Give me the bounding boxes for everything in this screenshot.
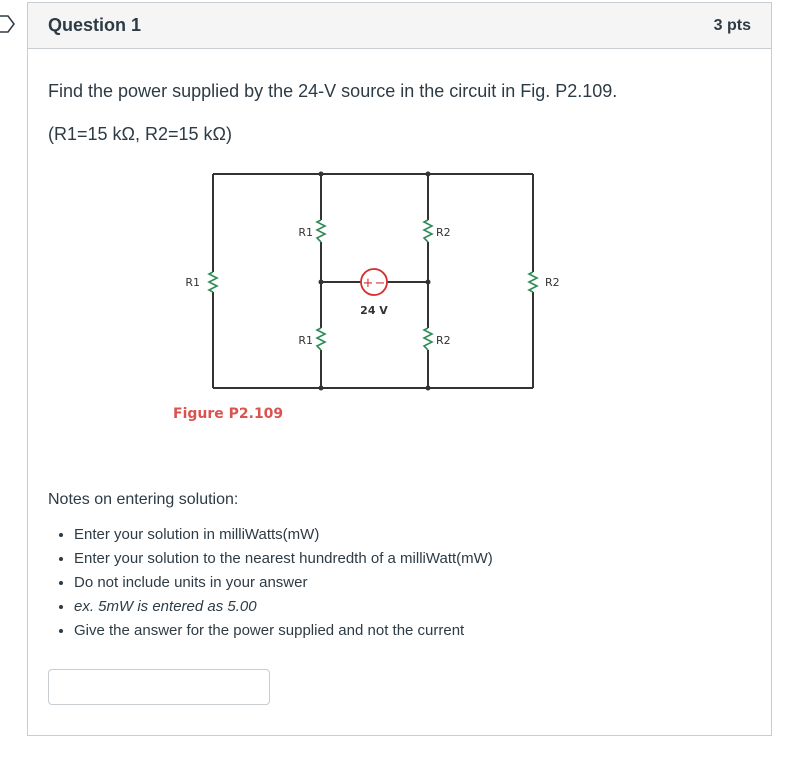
answer-input[interactable] <box>48 669 270 705</box>
list-item: • Enter your solution in milliWatts(mW) <box>74 523 493 547</box>
label-r2-top: R2 <box>436 226 451 239</box>
label-r1-bottom: R1 <box>298 334 313 347</box>
circuit-figure <box>168 168 568 428</box>
notes-heading: Notes on entering solution: <box>48 491 239 508</box>
question-values: (R1=15 kΩ, R2=15 kΩ) <box>48 124 232 144</box>
list-item: • Enter your solution to the nearest hundredth of a milliWatt(mW) <box>74 547 493 571</box>
source-minus-sign: − <box>374 276 386 291</box>
notes-list <box>48 523 493 643</box>
source-plus-sign: + <box>362 276 374 291</box>
question-points: 3 pts <box>713 16 751 34</box>
list-item: • ex. 5mW is entered as 5.00 <box>74 595 493 619</box>
list-item: • Give the answer for the power supplied and not the current <box>74 619 493 643</box>
question-header <box>28 3 771 49</box>
resistor-r1-left <box>209 272 217 292</box>
resistor-r1-bottom <box>317 328 325 350</box>
question-prompt: Find the power supplied by the 24-V source in the circuit in Fig. P2.109. <box>48 81 618 101</box>
question-flag-icon[interactable] <box>0 14 16 34</box>
label-r1-top: R1 <box>298 226 313 239</box>
question-card <box>27 2 772 736</box>
question-title: Question 1 <box>48 15 142 35</box>
resistor-r2-right <box>529 272 537 292</box>
label-r2-right: R2 <box>545 276 560 289</box>
resistor-r2-top <box>424 220 432 242</box>
figure-caption: Figure P2.109 <box>173 406 284 422</box>
label-r2-bottom: R2 <box>436 334 451 347</box>
list-item: • Do not include units in your answer <box>74 571 493 595</box>
resistor-r2-bottom <box>424 328 432 350</box>
source-label: 24 V <box>360 304 388 317</box>
label-r1-left: R1 <box>185 276 200 289</box>
resistor-r1-top <box>317 220 325 242</box>
